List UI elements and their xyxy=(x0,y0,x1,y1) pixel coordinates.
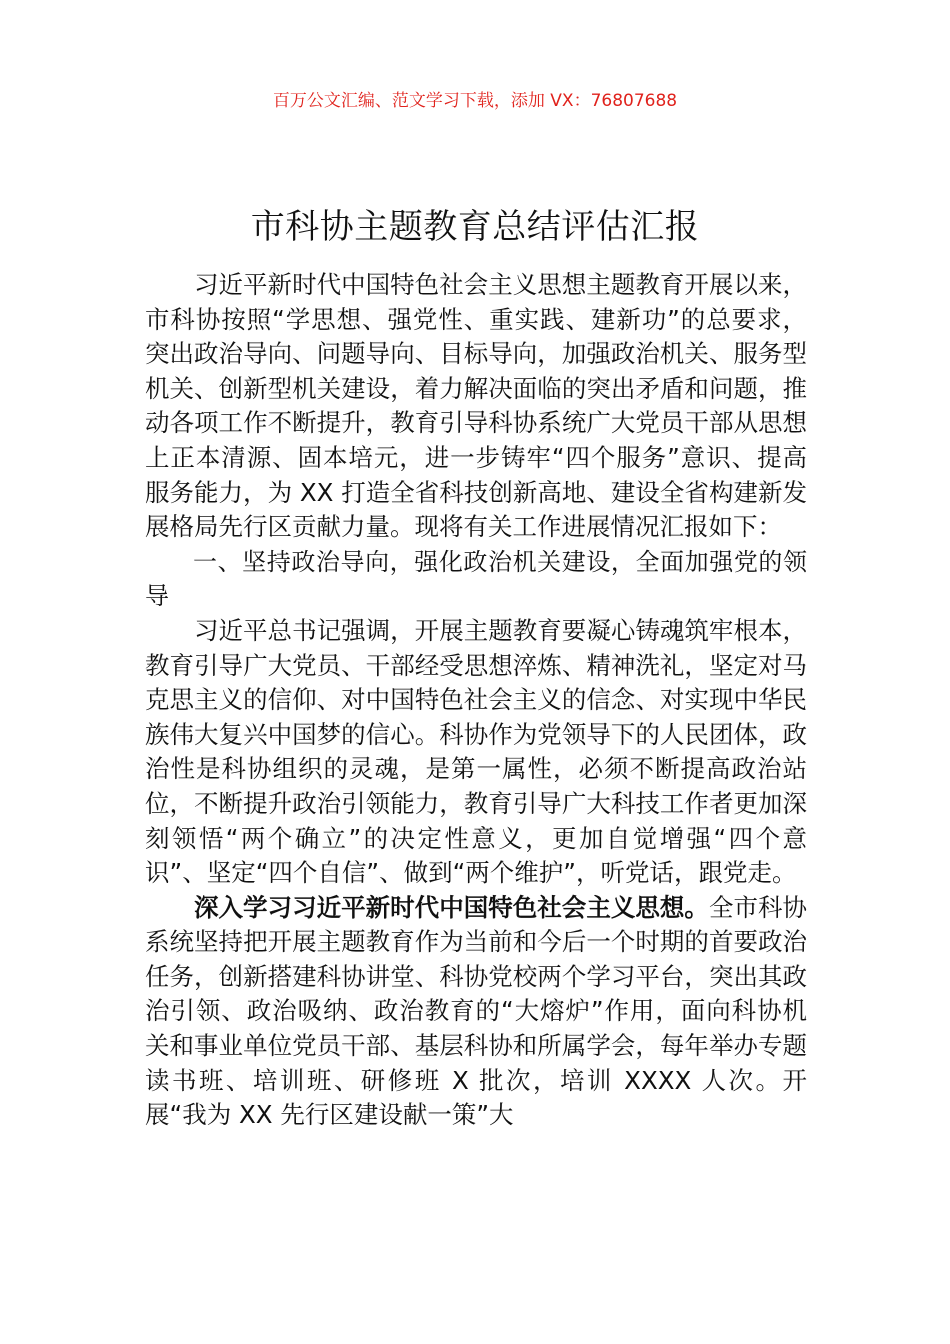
paragraph-2-body: 全市科协系统坚持把开展主题教育作为当前和今后一个时期的首要政治任务，创新搭建科协讲堂、科协党校两个学习平台，突出其政治引领、政治吸纳、政治教育的“大熔炉”作用，面向科协机关和事业单位党员干部、基层科协和所属学会，每年举办专题读书班、培训班、研修班 X 批次，培训 XXXX 人次。开展“我为 XX 先行区建设献一策”大 xyxy=(145,892,807,1130)
header-banner: 百万公文汇编、范文学习下载，添加 VX：76807688 xyxy=(272,91,678,111)
section-1-paragraph-1: 习近平总书记强调，开展主题教育要凝心铸魂筑牢根本，教育引导广大党员、干部经受思想淬炼、精神洗礼，坚定对马克思主义的信仰、对中国特色社会主义的信念、对实现中华民族伟大复兴中国梦的信心。科协作为党领导下的人民团体，政治性是科协组织的灵魂，是第一属性，必须不断提高政治站位，不断提升政治引领能力，教育引导广大科技工作者更加深刻领悟“两个确立”的决定性意义，更加自觉增强“四个意识”、坚定“四个自信”、做到“两个维护”，听党话，跟党走。 xyxy=(145,615,807,888)
document-title: 市科协主题教育总结评估汇报 xyxy=(250,206,700,247)
intro-paragraph: 习近平新时代中国特色社会主义思想主题教育开展以来，市科协按照“学思想、强党性、重实践、建新功”的总要求，突出政治导向、问题导向、目标导向，加强政治机关、服务型机关、创新型机关建设，着力解决面临的突出矛盾和问题，推动各项工作不断提升，教育引导科协系统广大党员干部从思想上正本清源、固本培元，进一步铸牢“四个服务”意识、提高服务能力，为 XX 打造全省科技创新高地、建设全省构建新发展格局先行区贡献力量。现将有关工作进展情况汇报如下： xyxy=(145,270,807,542)
section-1-heading: 一、坚持政治导向，强化政治机关建设，全面加强党的领导 xyxy=(145,547,807,611)
document-body xyxy=(145,268,807,1133)
section-1-paragraph-2 xyxy=(145,891,807,1133)
paragraph-2-lead: 深入学习习近平新时代中国特色社会主义思想。 xyxy=(194,892,709,922)
